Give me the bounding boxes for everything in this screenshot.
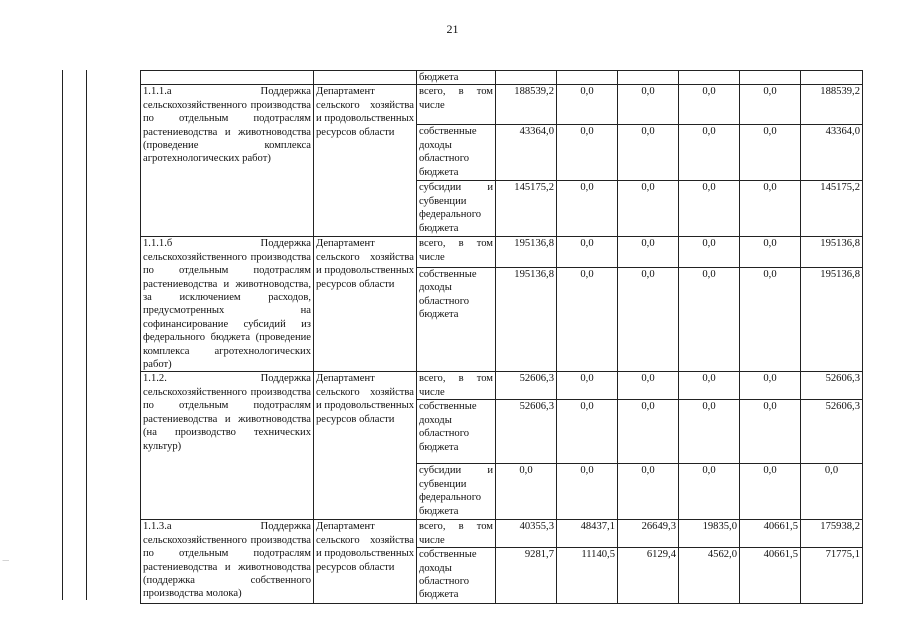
amount-cell: 52606,3 [801,372,863,400]
funding-source: субсидии и субвенции федерального бюджета [417,181,496,237]
funding-source: субсидии и субвенции федерального бюджета [417,464,496,520]
amount-cell: 52606,3 [496,400,557,464]
amount-cell: 0,0 [679,85,740,125]
amount-cell: 145175,2 [801,181,863,237]
amount-cell: 0,0 [679,237,740,267]
source-cell: бюджета [417,71,496,85]
amount-cell: 0,0 [557,267,618,372]
amount-cell: 0,0 [557,372,618,400]
amount-cell: 0,0 [679,464,740,520]
amount-cell: 0,0 [740,125,801,181]
budget-table [140,70,863,604]
amount-cell: 0,0 [679,125,740,181]
amount-cell: 0,0 [801,464,863,520]
amount-cell: 0,0 [618,267,679,372]
measure-description: 1.1.1.б Поддержка сельскохозяйственного производства по отдельным подотраслям растениеводства и животноводства, за исключением расходов, предусмотренных на софинансирование субсидий из федерального бюджета (проведение комплекса агротехнологических работ) [141,237,314,372]
amount-cell: 0,0 [740,372,801,400]
amount-cell: 195136,8 [801,237,863,267]
amount-cell: 0,0 [618,237,679,267]
amount-cell: 52606,3 [801,400,863,464]
amount-cell: 0,0 [679,400,740,464]
amount-cell: 48437,1 [557,520,618,548]
amount-cell: 175938,2 [801,520,863,548]
amount-cell: 195136,8 [496,267,557,372]
responsible-department: Департамент сельского хозяйства и продовольственных ресурсов области [314,372,417,520]
amount-cell: 195136,8 [801,267,863,372]
amount-cell: 0,0 [557,464,618,520]
funding-source: собственные доходы областного бюджета [417,125,496,181]
amount-cell: 0,0 [740,181,801,237]
amount-cell: 0,0 [679,181,740,237]
amount-cell: 0,0 [618,85,679,125]
amount-cell: 0,0 [618,464,679,520]
table-row [141,372,863,400]
measure-description: 1.1.3.а Поддержка сельскохозяйственного производства по отдельным подотраслям растениеводства и животноводства (поддержка собственного производства молока) [141,520,314,604]
amount-cell: 0,0 [557,125,618,181]
amount-cell: 0,0 [618,125,679,181]
amount-cell: 6129,4 [618,548,679,604]
left-border-line [62,70,63,600]
amount-cell: 26649,3 [618,520,679,548]
funding-source: всего, в том числе [417,85,496,125]
amount-cell: 40661,5 [740,520,801,548]
amount-cell: 0,0 [679,267,740,372]
amount-cell: 40661,5 [740,548,801,604]
amount-cell: 188539,2 [801,85,863,125]
table-row [141,85,863,125]
funding-source: собственные доходы областного бюджета [417,400,496,464]
page-number: 21 [446,22,459,36]
amount-cell: 0,0 [557,85,618,125]
amount-cell: 9281,7 [496,548,557,604]
amount-cell: 40355,3 [496,520,557,548]
amount-cell: 0,0 [557,181,618,237]
amount-cell: 19835,0 [679,520,740,548]
amount-cell: 43364,0 [801,125,863,181]
funding-source: всего, в том числе [417,520,496,548]
responsible-department: Департамент сельского хозяйства и продовольственных ресурсов области [314,237,417,372]
amount-cell: 11140,5 [557,548,618,604]
amount-cell: 0,0 [618,400,679,464]
funding-source: всего, в том числе [417,237,496,267]
funding-source: всего, в том числе [417,372,496,400]
table-row [141,520,863,548]
amount-cell: 188539,2 [496,85,557,125]
measure-description: 1.1.1.а Поддержка сельскохозяйственного производства по отдельным подотраслям растениеводства и животноводства (проведение комплекса агротехнологических работ) [141,85,314,237]
measure-description: 1.1.2. Поддержка сельскохозяйственного производства по отдельным подотраслям растениеводства и животноводства (на производство технических культур) [141,372,314,520]
table-row [141,71,863,85]
amount-cell: 71775,1 [801,548,863,604]
funding-source: собственные доходы областного бюджета [417,548,496,604]
amount-cell: 0,0 [740,237,801,267]
amount-cell: 0,0 [557,400,618,464]
amount-cell: 4562,0 [679,548,740,604]
amount-cell: 0,0 [618,181,679,237]
left-border-line [86,70,87,600]
amount-cell: 145175,2 [496,181,557,237]
table-row [141,237,863,267]
funding-source: собственные доходы областного бюджета [417,267,496,372]
margin-mark: | [2,560,10,562]
amount-cell: 0,0 [740,85,801,125]
amount-cell: 43364,0 [496,125,557,181]
responsible-department: Департамент сельского хозяйства и продовольственных ресурсов области [314,85,417,237]
amount-cell: 195136,8 [496,237,557,267]
amount-cell: 0,0 [679,372,740,400]
amount-cell: 0,0 [740,464,801,520]
responsible-department: Департамент сельского хозяйства и продовольственных ресурсов области [314,520,417,604]
amount-cell: 0,0 [496,464,557,520]
amount-cell: 0,0 [740,267,801,372]
amount-cell: 52606,3 [496,372,557,400]
amount-cell: 0,0 [740,400,801,464]
amount-cell: 0,0 [618,372,679,400]
amount-cell: 0,0 [557,237,618,267]
